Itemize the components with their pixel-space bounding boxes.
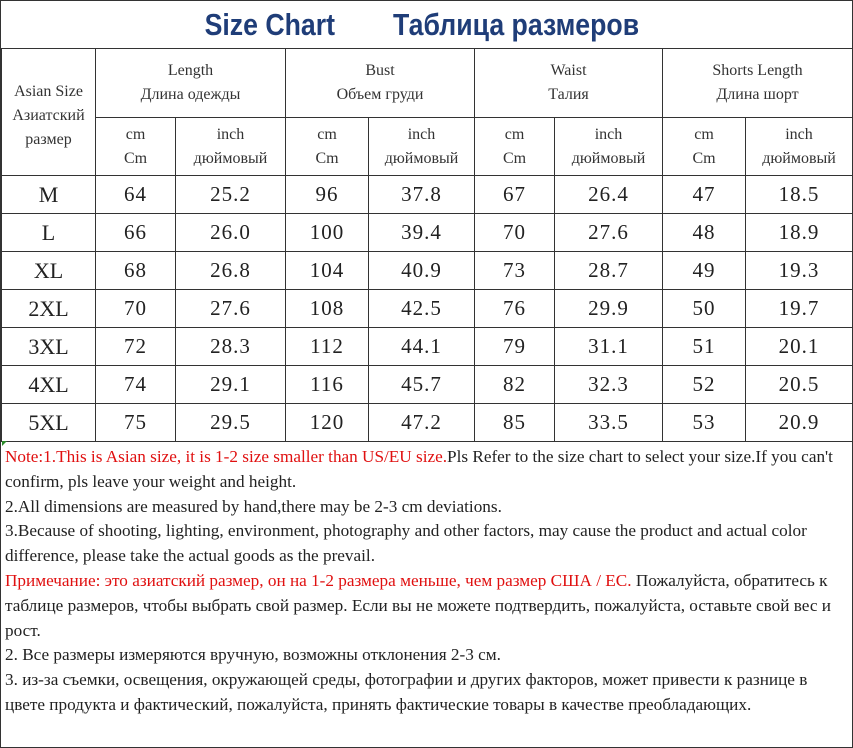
size-label: M — [2, 176, 96, 214]
measurement-cell: 29.5 — [176, 404, 286, 442]
size-label: L — [2, 214, 96, 252]
measurement-cell: 104 — [286, 252, 369, 290]
unit-inch: inch дюймовый — [369, 118, 475, 176]
measurement-cell: 39.4 — [369, 214, 475, 252]
group-header-waist: Waist Талия — [475, 49, 663, 118]
measurement-cell: 28.3 — [176, 328, 286, 366]
size-label: XL — [2, 252, 96, 290]
measurement-cell: 82 — [475, 366, 555, 404]
unit-cm: cm Cm — [286, 118, 369, 176]
note-ru-2: 2. Все размеры измеряются вручную, возможны отклонения 2-3 см. — [5, 645, 501, 665]
size-label: 4XL — [2, 366, 96, 404]
measurement-cell: 28.7 — [555, 252, 663, 290]
measurement-cell: 47.2 — [369, 404, 475, 442]
measurement-cell: 100 — [286, 214, 369, 252]
unit-inch: inch дюймовый — [746, 118, 853, 176]
measurement-cell: 64 — [96, 176, 176, 214]
measurement-cell: 40.9 — [369, 252, 475, 290]
size-rows — [2, 176, 853, 442]
size-label: 3XL — [2, 328, 96, 366]
measurement-cell: 29.9 — [555, 290, 663, 328]
table-row — [2, 366, 853, 404]
notes-section — [1, 440, 852, 747]
note-ru-3: 3. из-за съемки, освещения, окружающей среды, фотографии и других факторов, может привести к разнице в цвете продукта и фактический, пожалуйста, принять фактические товары в качестве преобладающих. — [5, 670, 808, 714]
measurement-cell: 27.6 — [555, 214, 663, 252]
measurement-cell: 20.5 — [746, 366, 853, 404]
group-header-row — [2, 49, 853, 118]
measurement-cell: 25.2 — [176, 176, 286, 214]
measurement-cell: 70 — [96, 290, 176, 328]
measurement-cell: 27.6 — [176, 290, 286, 328]
unit-inch: inch дюймовый — [555, 118, 663, 176]
measurement-cell: 96 — [286, 176, 369, 214]
measurement-cell: 116 — [286, 366, 369, 404]
measurement-cell: 32.3 — [555, 366, 663, 404]
measurement-cell: 33.5 — [555, 404, 663, 442]
measurement-cell: 66 — [96, 214, 176, 252]
measurement-cell: 47 — [663, 176, 746, 214]
note-en-3: 3.Because of shooting, lighting, environment, photography and other factors, may cause the product and actual color difference, please take the actual goods as the prevail. — [5, 521, 807, 566]
measurement-cell: 76 — [475, 290, 555, 328]
measurement-cell: 44.1 — [369, 328, 475, 366]
unit-cm: cm Cm — [475, 118, 555, 176]
measurement-cell: 79 — [475, 328, 555, 366]
note-en-2: 2.All dimensions are measured by hand,there may be 2-3 cm deviations. — [5, 496, 502, 516]
measurement-cell: 51 — [663, 328, 746, 366]
measurement-cell: 19.3 — [746, 252, 853, 290]
measurement-cell: 74 — [96, 366, 176, 404]
size-label: 5XL — [2, 404, 96, 442]
measurement-cell: 72 — [96, 328, 176, 366]
measurement-cell: 73 — [475, 252, 555, 290]
table-row — [2, 252, 853, 290]
table-row — [2, 404, 853, 442]
measurement-cell: 53 — [663, 404, 746, 442]
unit-inch: inch дюймовый — [176, 118, 286, 176]
unit-cm: cm Cm — [96, 118, 176, 176]
page-title — [1, 1, 852, 49]
group-header-shorts-length: Shorts Length Длина шорт — [663, 49, 853, 118]
table-row — [2, 214, 853, 252]
unit-cm: cm Cm — [663, 118, 746, 176]
title-en: Size Chart — [204, 6, 335, 42]
measurement-cell: 29.1 — [176, 366, 286, 404]
note-ru-1: Примечание: это азиатский размер, он на 1-2 размера меньше, чем размер США / ЕС. Пожалуйста, обратитесь к таблице размеров, чтобы выбрать свой размер. Если вы не можете подтвердить, пожалуйста, оставьте свой вес и рост. — [5, 570, 831, 640]
measurement-cell: 112 — [286, 328, 369, 366]
measurement-cell: 31.1 — [555, 328, 663, 366]
measurement-cell: 70 — [475, 214, 555, 252]
measurement-cell: 20.1 — [746, 328, 853, 366]
group-header-bust: Bust Объем груди — [286, 49, 475, 118]
measurement-cell: 120 — [286, 404, 369, 442]
measurement-cell: 67 — [475, 176, 555, 214]
title-ru: Таблица размеров — [393, 6, 640, 42]
measurement-cell: 75 — [96, 404, 176, 442]
measurement-cell: 45.7 — [369, 366, 475, 404]
measurement-cell: 26.0 — [176, 214, 286, 252]
measurement-cell: 68 — [96, 252, 176, 290]
measurement-cell: 49 — [663, 252, 746, 290]
measurement-cell: 26.4 — [555, 176, 663, 214]
size-column-header: Asian Size Азиатский размер — [2, 49, 96, 176]
table-row — [2, 328, 853, 366]
measurement-cell: 48 — [663, 214, 746, 252]
measurement-cell: 108 — [286, 290, 369, 328]
measurement-cell: 52 — [663, 366, 746, 404]
note-en-1: Note:1.This is Asian size, it is 1-2 size smaller than US/EU size.Pls Refer to the size chart to select your size.If you can't confirm, pls leave your weight and height. — [5, 447, 833, 491]
group-header-length: Length Длина одежды — [96, 49, 286, 118]
table-row — [2, 176, 853, 214]
measurement-cell: 20.9 — [746, 404, 853, 442]
measurement-cell: 26.8 — [176, 252, 286, 290]
measurement-cell: 85 — [475, 404, 555, 442]
measurement-cell: 37.8 — [369, 176, 475, 214]
measurement-cell: 19.7 — [746, 290, 853, 328]
size-table — [1, 48, 853, 442]
measurement-cell: 18.5 — [746, 176, 853, 214]
measurement-cell: 50 — [663, 290, 746, 328]
measurement-cell: 42.5 — [369, 290, 475, 328]
unit-header-row — [2, 118, 853, 176]
size-label: 2XL — [2, 290, 96, 328]
table-row — [2, 290, 853, 328]
measurement-cell: 18.9 — [746, 214, 853, 252]
